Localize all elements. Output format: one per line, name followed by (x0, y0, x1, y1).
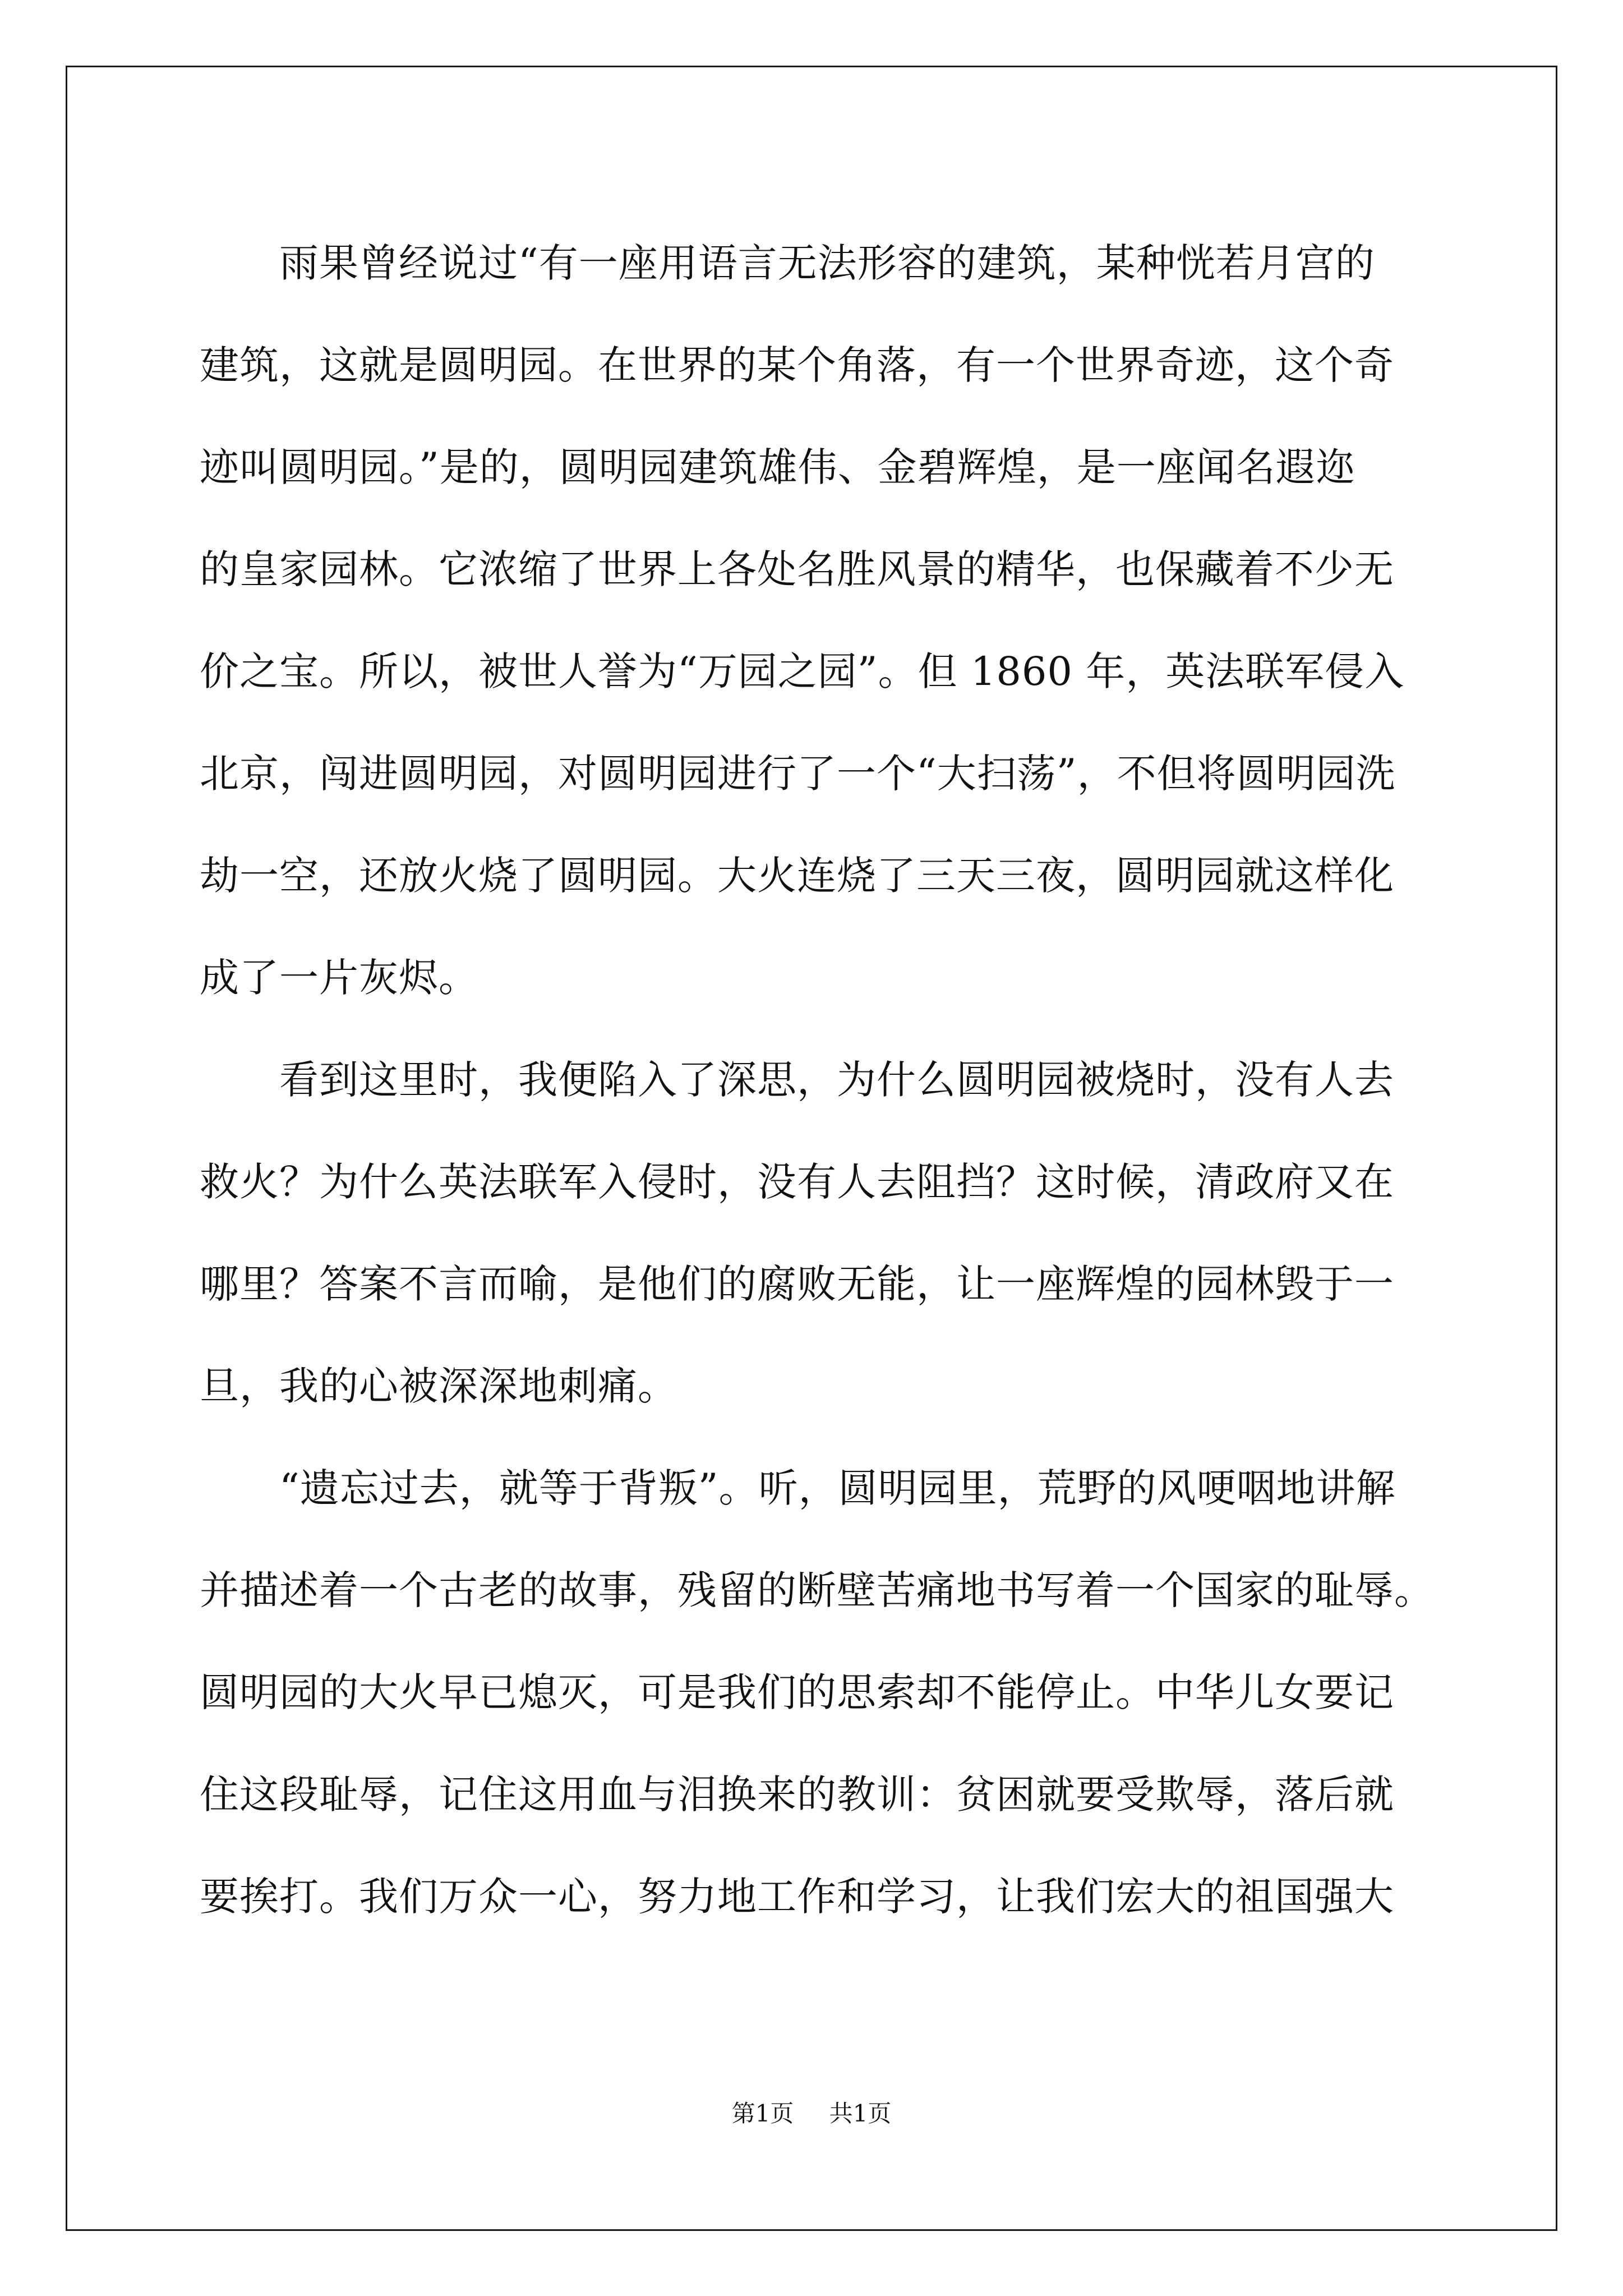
document-body (200, 212, 1433, 1948)
text-line: 雨果曾经说过“有一座用语言无法形容的建筑，某种恍若月宫的 (200, 240, 1375, 286)
text-line: 建筑，这就是圆明园。在世界的某个角落，有一个世界奇迹，这个奇 (200, 342, 1394, 388)
text-line: 看到这里时，我便陷入了深思，为什么圆明园被烧时，没有人去 (200, 1057, 1394, 1103)
page-total: 共1页 (829, 2100, 892, 2127)
text-line: 的皇家园林。它浓缩了世界上各处名胜风景的精华，也保藏着不少无 (200, 546, 1394, 592)
text-line: 劫一空，还放火烧了圆明园。大火连烧了三天三夜，圆明园就这样化 (200, 853, 1394, 899)
text-line: 哪里？答案不言而喻，是他们的腐败无能，让一座辉煌的园林毁于一 (200, 1261, 1394, 1307)
text-line: 救火？为什么英法联军入侵时，没有人去阻挡？这时候，清政府又在 (200, 1159, 1394, 1205)
text-line: 旦，我的心被深深地刺痛。 (200, 1363, 677, 1409)
text-line: 住这段耻辱，记住这用血与泪换来的教训：贫困就要受欺辱，落后就 (200, 1772, 1394, 1818)
text-line: 并描述着一个古老的故事，残留的断壁苦痛地书写着一个国家的耻辱。 (200, 1567, 1434, 1613)
page-footer (0, 2095, 1623, 2129)
text-line: 成了一片灰烬。 (200, 955, 478, 1001)
text-line: 价之宝。所以，被世人誉为“万园之园”。但 1860 年，英法联军侵入 (200, 648, 1405, 694)
page-number: 第1页 (731, 2100, 794, 2127)
text-line: “遗忘过去，就等于背叛”。听，圆明园里，荒野的风哽咽地讲解 (200, 1465, 1396, 1511)
text-line: 北京，闯进圆明园，对圆明园进行了一个“大扫荡”，不但将圆明园洗 (200, 751, 1396, 797)
text-line: 圆明园的大火早已熄灭，可是我们的思索却不能停止。中华儿女要记 (200, 1669, 1394, 1715)
text-line: 迹叫圆明园。”是的，圆明园建筑雄伟、金碧辉煌，是一座闻名遐迩 (200, 444, 1355, 490)
text-line: 要挨打。我们万众一心，努力地工作和学习，让我们宏大的祖国强大 (200, 1874, 1394, 1920)
